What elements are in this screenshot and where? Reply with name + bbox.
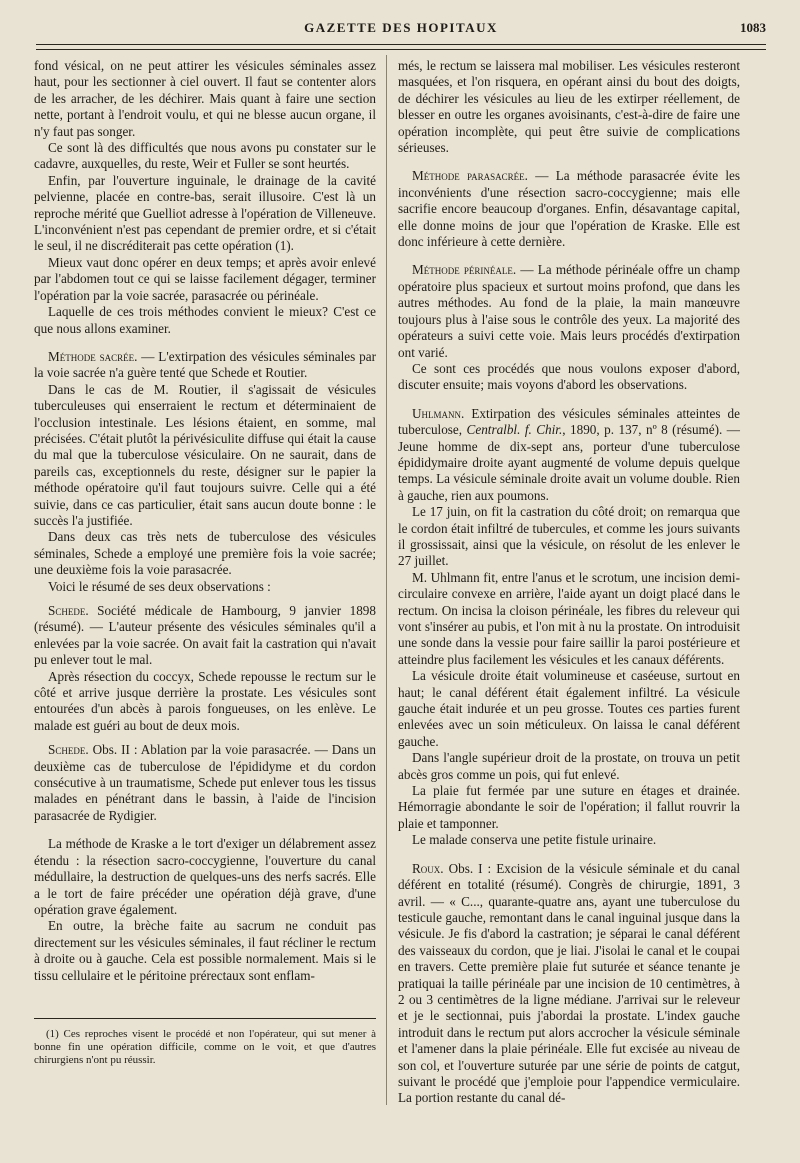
section-paragraph: Méthode parasacrée. — La méthode parasacrée évite les inconvénients d'une résection sacro-coccygienne; mais elle sacrifie encore beaucoup d'organes. Enfin, désavantage capital, elle donne moins de jour que l'opération de Kraske. Elle est donc inférieure à cette dernière. [398, 168, 740, 250]
observation-paragraph: Schede. Obs. II : Ablation par la voie parasacrée. — Dans un deuxième cas de tuberculose de l'épididyme et du cordon consécutive à un traumatisme, Schede put enlever tous les tissus malades en pénétrant dans le bassin, à l'aide de l'incision parasacrée de Rydigier. [34, 742, 376, 823]
footnote-text: (1) Ces reproches visent le procédé et non l'opérateur, qui sut mener à bonne fin une opération difficile, comme on le voit, et que d'autres chirurgiens n'ont pu réussir. [34, 1028, 376, 1066]
paragraph: En outre, la brèche faite au sacrum ne conduit pas directement sur les vésicules séminales, il faut récliner le rectum à droite ou à gauche. Cela est possible normalement. Mais si le tissu cellulaire et le péritoine prérectaux sont enflam- [34, 918, 376, 983]
paragraph: fond vésical, on ne peut attirer les vésicules séminales assez haut, pour les sectionner à ciel ouvert. Il faut se contenter alors de les arracher, de les déchirer. Mais quant à faire une section nette, portant à l'endroit voulu, et qui ne blesse aucun organe, il n'y faut pas songer. [34, 58, 376, 139]
paragraph: Voici le résumé de ses deux observations : [48, 578, 271, 594]
column-divider [386, 55, 387, 1105]
section-heading: Méthode parasacrée. [412, 168, 528, 184]
section-heading: Méthode sacrée. [48, 348, 138, 364]
paragraph: Mieux vaut donc opérer en deux temps; et après avoir enlevé par l'abdomen tout ce qui se laisse facilement dégager, terminer l'opération par la voie sacrée, parasacrée ou périnéale. [34, 254, 376, 303]
author-name: Roux. [412, 860, 444, 876]
paragraph: La vésicule droite était volumineuse et caséeuse, surtout en haut; le canal déférent était également infiltré. La vésicule gauche était indurée et un peu grosse. Toutes ces parties furent enlevées avec un soin méticuleux. On laissa le canal déférent gauche. [398, 668, 740, 749]
paragraph: Après résection du coccyx, Schede repousse le rectum sur le côté et arrive jusque derrière la prostate. Les vésicules sont entourées d'un abcès à parois fongueuses, on les enlève. Le malade est guéri au bout de deux mois. [34, 668, 376, 733]
journal-citation: Centralbl. f. Chir. [466, 422, 563, 438]
paragraph: Le malade conserva une petite fistule urinaire. [412, 832, 657, 848]
author-name: Schede. [48, 603, 89, 618]
author-name: Uhlmann. [412, 405, 465, 421]
observation-paragraph: Roux. Obs. I : Excision de la vésicule séminale et du canal déférent en totalité (résumé). Congrès de chirurgie, 1891, 3 avril. — « C..., quarante-quatre ans, ayant une tuberculose du testicule gauche, remontant dans le canal inguinal jusque dans la vésicule. Je fis d'abord la castration; je séparai le canal déférent des vaisseaux du cordon, que je liai. J'isolai le canal et le coupai en travers. Cette première plaie fut suturée et séance tenante je pratiquai la taille périnéale par une incision de 10 centimètres, à 2 ou 3 centimètres de la ligne médiane. J'arrivai sur le releveur et je le sectionnai, puis j'abordai la prostate. L'index gauche introduit dans le rectum put alors accrocher la vésicule séminale et l'amener dans la plaie périnéale. Elle fut excisée au niveau de son col, et l'ouverture suturée par une série de points de catgut, suivant le procédé que j'emploie pour l'appendice vermiculaire. La portion restante du canal dé- [398, 860, 740, 1106]
footnote [34, 1028, 376, 1067]
header-rule-thin [36, 49, 766, 50]
observation-paragraph: Schede. Société médicale de Hambourg, 9 janvier 1898 (résumé). — L'auteur présente des vésicules séminales qu'il a enlevées par la voie sacrée. On avait fait la castration qui n'avait pu enlever tout le mal. [34, 603, 376, 668]
footnote-rule [34, 1018, 376, 1019]
section-paragraph: Méthode périnéale. — La méthode périnéale offre un champ opératoire plus spacieux et surtout moins profond, que dans les autres méthodes. Au fond de la plaie, la main manœuvre toujours plus à l'aise sous le contrôle des yeux. La majorité des opérateurs a suivi cette voie. Mais leurs procédés d'extirpation ont varié. [398, 262, 740, 360]
paragraph: Dans deux cas très nets de tuberculose des vésicules séminales, Schede a employé une première fois la voie sacrée; une deuxième fois la voie parasacrée. [34, 529, 376, 578]
paragraph: Ce sont là des difficultés que nous avons pu constater sur le cadavre, auxquelles, du reste, Weir et Fuller se sont heurtés. [34, 140, 376, 172]
paragraph: Dans le cas de M. Routier, il s'agissait de vésicules tuberculeuses qui enserraient le rectum et déterminaient de l'occlusion intestinale. Les lésions étaient, en somme, mal précisées. C'était plutôt la périvésiculite diffuse qui était la cause du mal que la tuberculose vésiculaire. On ne saurait, dans de pareils cas, exceptionnels du reste, désigner sur le papier la méthode opératoire qu'il faut toujours suivre. Celle qui a été suivie, dans ce cas particulier, était sans aucun doute bonne : le succès l'a justifiée. [34, 381, 376, 528]
header-rule-thick [36, 44, 766, 45]
paragraph: Ce sont ces procédés que nous voulons exposer d'abord, discuter ensuite; mais voyons d'abord les observations. [398, 360, 740, 393]
paragraph: Dans l'angle supérieur droit de la prostate, on trouva un petit abcès gros comme un pois, qui fut enlevé. [398, 750, 740, 782]
paragraph: La plaie fut fermée par une suture en étages et drainée. Hémorragie abondante le soir de l'opération; il fallut rouvrir la plaie et tamponner. [398, 783, 740, 831]
paragraph: M. Uhlmann fit, entre l'anus et le scrotum, une incision demi-circulaire convexe en arrière, l'aide ayant un doigt placé dans le rectum. On incisa la cloison périnéale, les fibres du releveur qui vont s'insérer au pubis, et l'on mit à nu la prostate. On introduisit une sonde dans la vessie pour faire saillir la paroi postérieure et atteindre plus facilement les vésicules et les canaux déférents. [398, 569, 740, 667]
paragraph: més, le rectum se laissera mal mobiliser. Les vésicules resteront masquées, et l'on risquera, en opérant ainsi du bout des doigts, de déchirer les vésicules au lieu de les extirper réellement, de blesser en outre les organes avoisinants, c'est-à-dire de faire une opération incomplète, qui peut être suivie de complications sérieuses. [398, 58, 740, 156]
section-heading: Méthode périnéale. [412, 262, 517, 278]
section-paragraph: Méthode sacrée. — L'extirpation des vésicules séminales par la voie sacrée n'a guère tenté que Schede et Routier. [34, 348, 376, 381]
observation-paragraph: Uhlmann. Extirpation des vésicules séminales atteintes de tuberculose, Centralbl. f. Chir., 1890, p. 137, nº 8 (résumé). — Jeune homme de dix-sept ans, porteur d'une tuberculose épididymaire droite ayant augmenté de volume depuis quelque temps. La vésicule séminale droite avait un volume double. Rien à gauche, rien aux poumons. [398, 405, 740, 503]
page-header [36, 14, 766, 42]
right-column [398, 58, 740, 1107]
paragraph: La méthode de Kraske a le tort d'exiger un délabrement assez étendu : la résection sacro-coccygienne, l'ouverture du canal médullaire, la destruction de quelques-uns des nerfs sacrés. Elle a le tort de faire précéder une opération déjà grave, d'une opération grave également. [34, 836, 376, 917]
page-number: 1083 [740, 20, 766, 35]
paragraph: Le 17 juin, on fit la castration du côté droit; on remarqua que le cordon était infiltré de tubercules, et comme les jours suivants il grossissait, ainsi que la vésicule, on résolut de les enlever le 27 juillet. [398, 504, 740, 569]
journal-title: GAZETTE DES HOPITAUX [304, 20, 498, 35]
paragraph: Enfin, par l'ouverture inguinale, le drainage de la cavité pelvienne, placée en contre-bas, serait illusoire. C'est là un reproche mérité que Guelliot adresse à l'opération de Villeneuve. L'inconvénient n'est pas cependant de premier ordre, et si c'était le seul, il ne discréditerait pas cette opération (1). [34, 172, 376, 254]
left-column [34, 58, 376, 984]
paragraph: Laquelle de ces trois méthodes convient le mieux? C'est ce que nous allons examiner. [34, 304, 376, 336]
author-name: Schede. [48, 742, 89, 758]
